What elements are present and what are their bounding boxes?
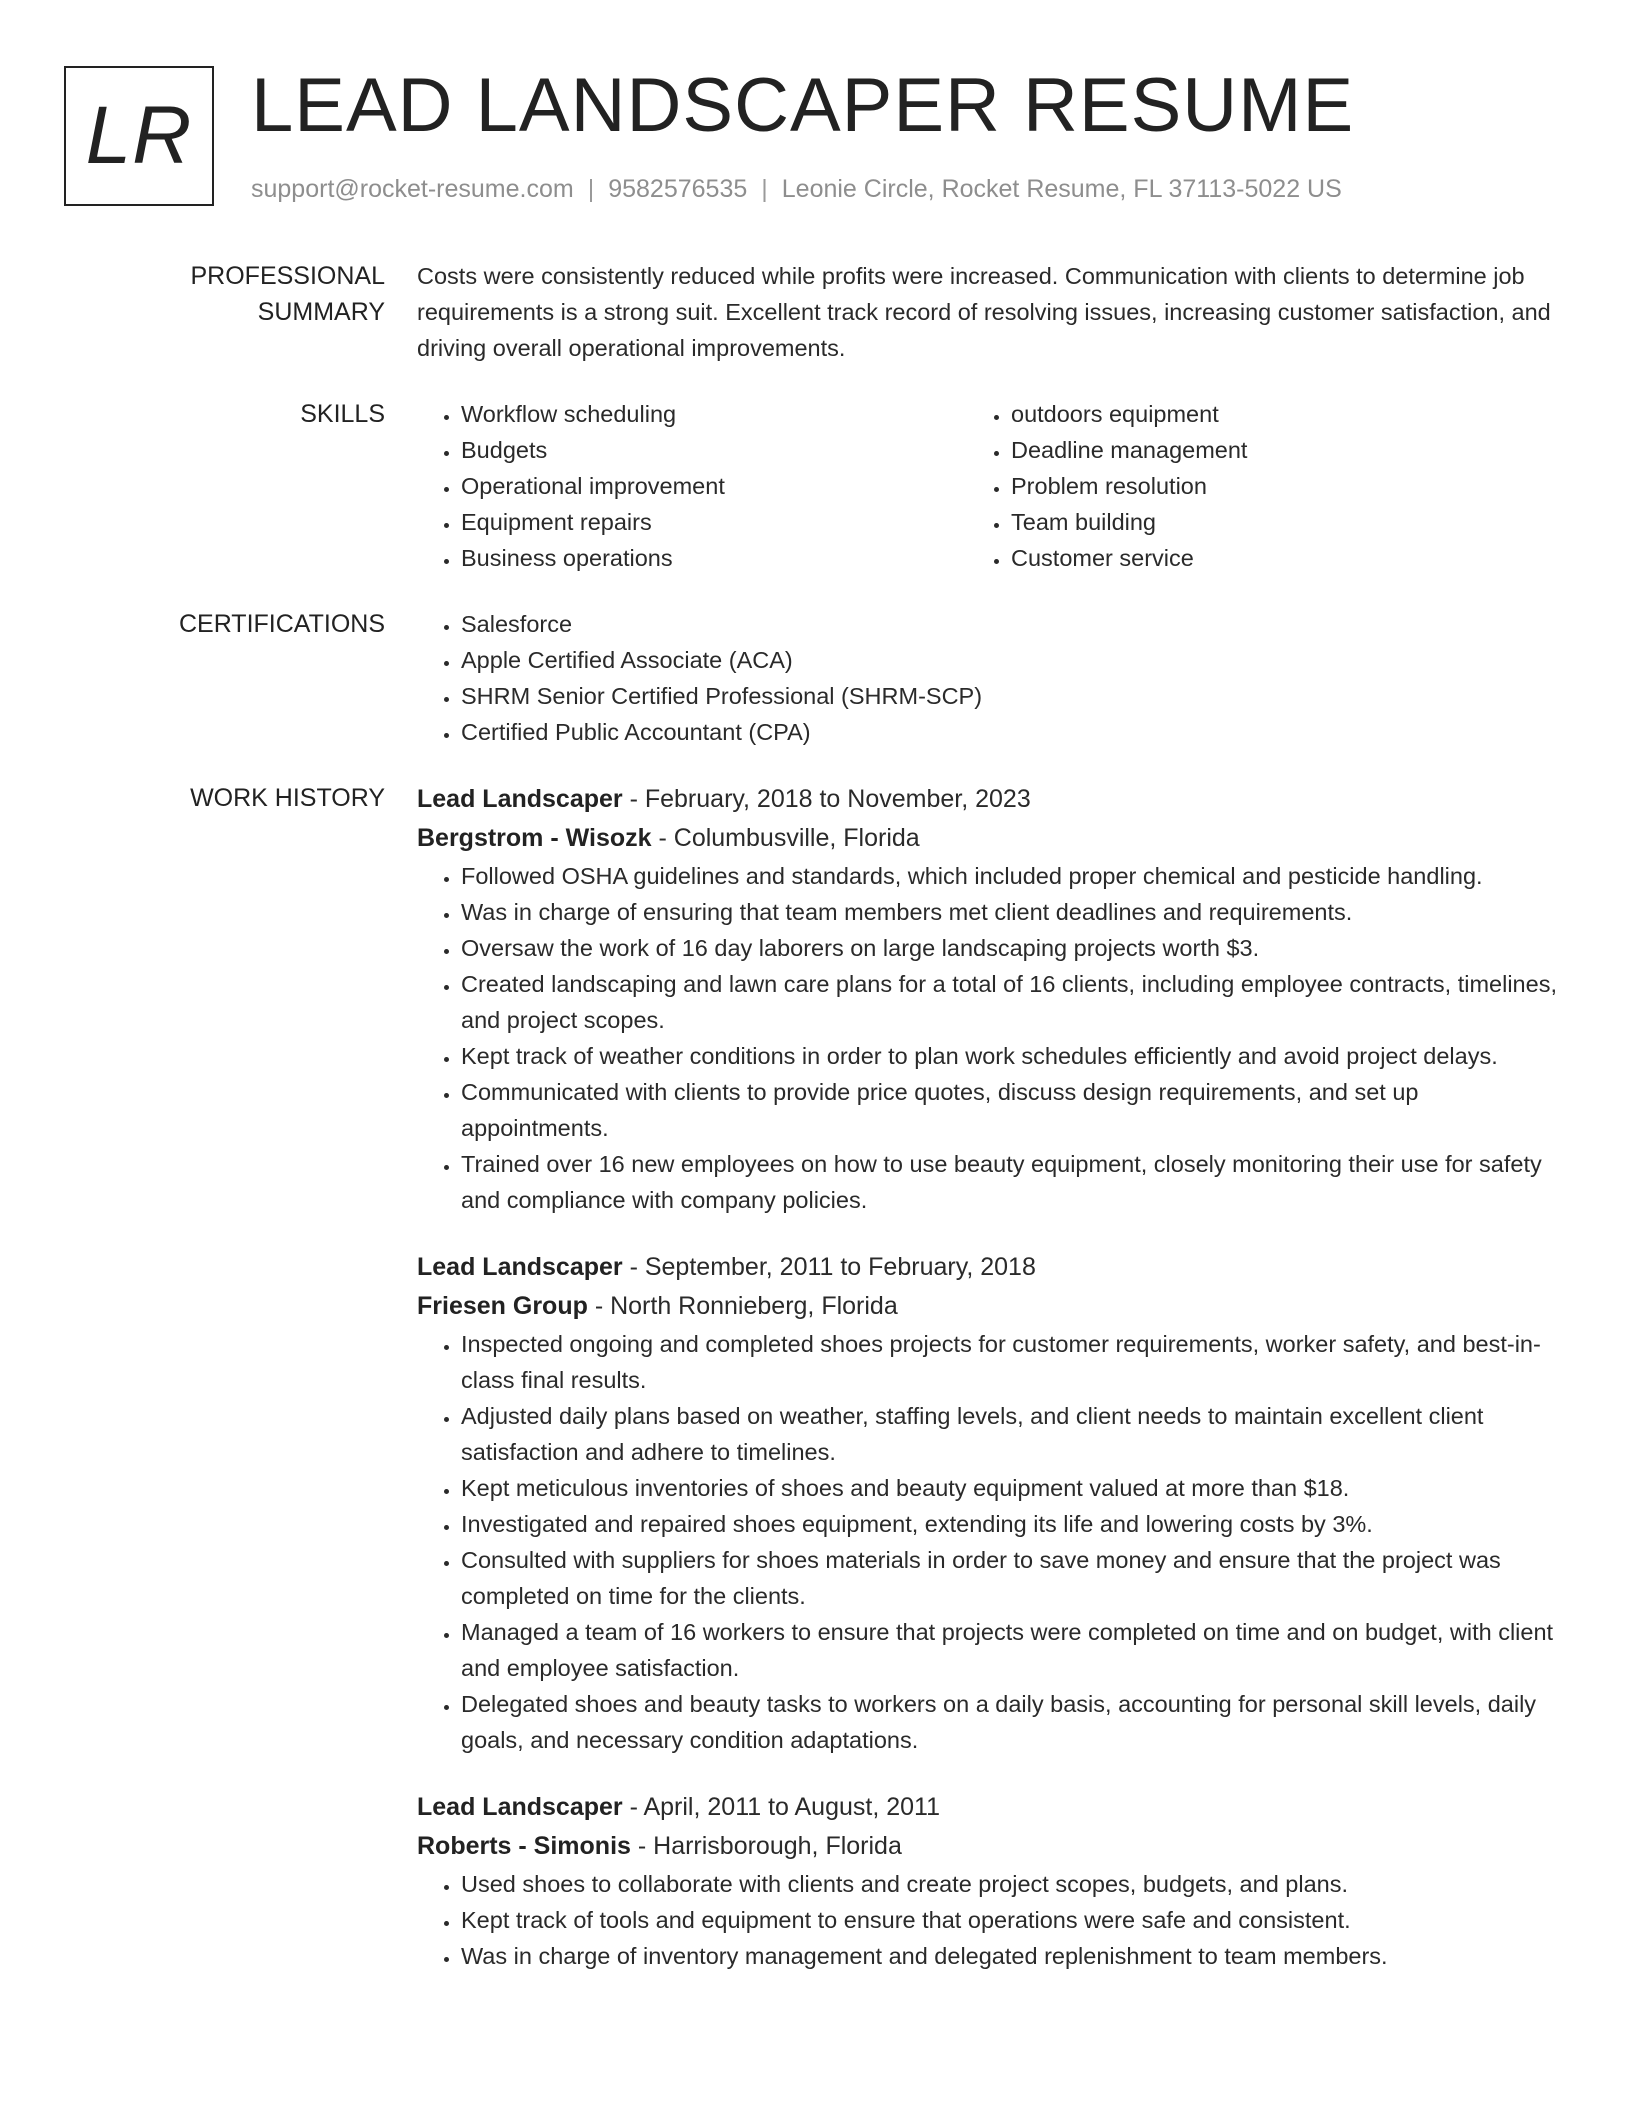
job-location: - Columbusville, Florida [651, 824, 920, 852]
skill-item: • outdoors equipment [1011, 396, 1517, 432]
certification-item: • Certified Public Accountant (CPA) [461, 714, 1572, 750]
section-body [417, 780, 1572, 1974]
skill-item: • Team building [1011, 504, 1517, 540]
section-professional-summary [64, 258, 1572, 366]
job-title: Lead Landscaper [417, 785, 623, 813]
job-dates: - April, 2011 to August, 2011 [622, 1793, 940, 1821]
job-entry [417, 780, 1572, 1218]
resume-content [64, 258, 1572, 1974]
section-label: SKILLS [300, 400, 385, 428]
job-bullet: • Adjusted daily plans based on weather, staffing levels, and client needs to maintain excellent client satisfaction and adhere to timelines. [461, 1398, 1572, 1470]
job-bullets [417, 1866, 1572, 1974]
job-bullet: • Communicated with clients to provide price quotes, discuss design requirements, and set up appointments. [461, 1074, 1572, 1146]
job-bullet: • Was in charge of inventory management and delegated replenishment to team members. [461, 1938, 1572, 1974]
job-bullet: • Managed a team of 16 workers to ensure that projects were completed on time and on budget, with client and employee satisfaction. [461, 1614, 1572, 1686]
skill-item: • Operational improvement [461, 468, 967, 504]
job-bullet: • Oversaw the work of 16 day laborers on large landscaping projects worth $3. [461, 930, 1572, 966]
job-dates: - February, 2018 to November, 2023 [622, 785, 1031, 813]
job-company-line [417, 1287, 1572, 1326]
job-company-line [417, 1827, 1572, 1866]
job-bullet: • Consulted with suppliers for shoes materials in order to save money and ensure that the project was completed on time for the clients. [461, 1542, 1572, 1614]
skills-column-right [967, 396, 1517, 576]
job-bullet: • Inspected ongoing and completed shoes projects for customer requirements, worker safety, and best-in-class final results. [461, 1326, 1572, 1398]
skills-column-left [417, 396, 967, 576]
job-title-line [417, 780, 1572, 819]
job-bullet: • Followed OSHA guidelines and standards, which included proper chemical and pesticide handling. [461, 858, 1572, 894]
job-bullet: • Delegated shoes and beauty tasks to workers on a daily basis, accounting for personal skill levels, daily goals, and necessary condition adaptations. [461, 1686, 1572, 1758]
contact-line [251, 175, 1342, 204]
skill-item: • Problem resolution [1011, 468, 1517, 504]
job-title-line [417, 1788, 1572, 1827]
section-skills [64, 396, 1572, 576]
section-body [417, 258, 1572, 366]
job-bullet: • Was in charge of ensuring that team members met client deadlines and requirements. [461, 894, 1572, 930]
job-dates: - September, 2011 to February, 2018 [622, 1253, 1036, 1281]
job-bullets [417, 858, 1572, 1218]
job-location: - Harrisborough, Florida [630, 1832, 902, 1860]
job-entry [417, 1788, 1572, 1974]
certification-item: • Salesforce [461, 606, 1572, 642]
job-company: Roberts - Simonis [417, 1832, 631, 1860]
skill-item: • Customer service [1011, 540, 1517, 576]
skills-columns [417, 396, 1572, 576]
monogram-logo: LR [64, 66, 214, 206]
section-label: PROFESSIONAL SUMMARY [190, 262, 385, 326]
skill-item: • Deadline management [1011, 432, 1517, 468]
job-bullet: • Kept track of weather conditions in order to plan work schedules efficiently and avoid project delays. [461, 1038, 1572, 1074]
contact-email: support@rocket-resume.com [251, 175, 574, 203]
resume-title: LEAD LANDSCAPER RESUME [251, 63, 1355, 148]
certification-item: • Apple Certified Associate (ACA) [461, 642, 1572, 678]
contact-separator: | [587, 175, 595, 203]
job-title-line [417, 1248, 1572, 1287]
job-bullet: • Kept track of tools and equipment to ensure that operations were safe and consistent. [461, 1902, 1572, 1938]
job-company-line [417, 819, 1572, 858]
skill-item: • Business operations [461, 540, 967, 576]
contact-separator: | [761, 175, 768, 203]
job-company: Friesen Group [417, 1292, 588, 1320]
job-bullet: • Trained over 16 new employees on how to use beauty equipment, closely monitoring their use for safety and compliance with company policies. [461, 1146, 1572, 1218]
contact-address: Leonie Circle, Rocket Resume, FL 37113-5022 US [781, 175, 1342, 203]
job-company: Bergstrom - Wisozk [417, 824, 652, 852]
job-entry [417, 1248, 1572, 1758]
job-bullet: • Used shoes to collaborate with clients and create project scopes, budgets, and plans. [461, 1866, 1572, 1902]
job-title: Lead Landscaper [417, 1253, 623, 1281]
job-bullet: • Created landscaping and lawn care plans for a total of 16 clients, including employee contracts, timelines, and project scopes. [461, 966, 1572, 1038]
job-location: - North Ronnieberg, Florida [587, 1292, 898, 1320]
section-certifications [64, 606, 1572, 750]
resume-header [64, 64, 1584, 214]
skill-item: • Workflow scheduling [461, 396, 967, 432]
job-bullet: • Investigated and repaired shoes equipment, extending its life and lowering costs by 3%. [461, 1506, 1572, 1542]
section-work-history [64, 780, 1572, 1974]
section-label: CERTIFICATIONS [178, 610, 385, 638]
summary-text: Costs were consistently reduced while profits were increased. Communication with clients to determine job requirements is a strong suit. Excellent track record of resolving issues, increasing customer satisfaction, and driving overall operational improvements. [417, 263, 1551, 361]
job-bullet: • Kept meticulous inventories of shoes and beauty equipment valued at more than $18. [461, 1470, 1572, 1506]
certification-item: • SHRM Senior Certified Professional (SHRM-SCP) [461, 678, 1572, 714]
contact-phone: 9582576535 [608, 175, 748, 203]
job-title: Lead Landscaper [417, 1793, 623, 1821]
skill-item: • Budgets [461, 432, 967, 468]
skill-item: • Equipment repairs [461, 504, 967, 540]
job-bullets [417, 1326, 1572, 1758]
section-label: WORK HISTORY [190, 784, 385, 812]
section-body [417, 606, 1572, 750]
